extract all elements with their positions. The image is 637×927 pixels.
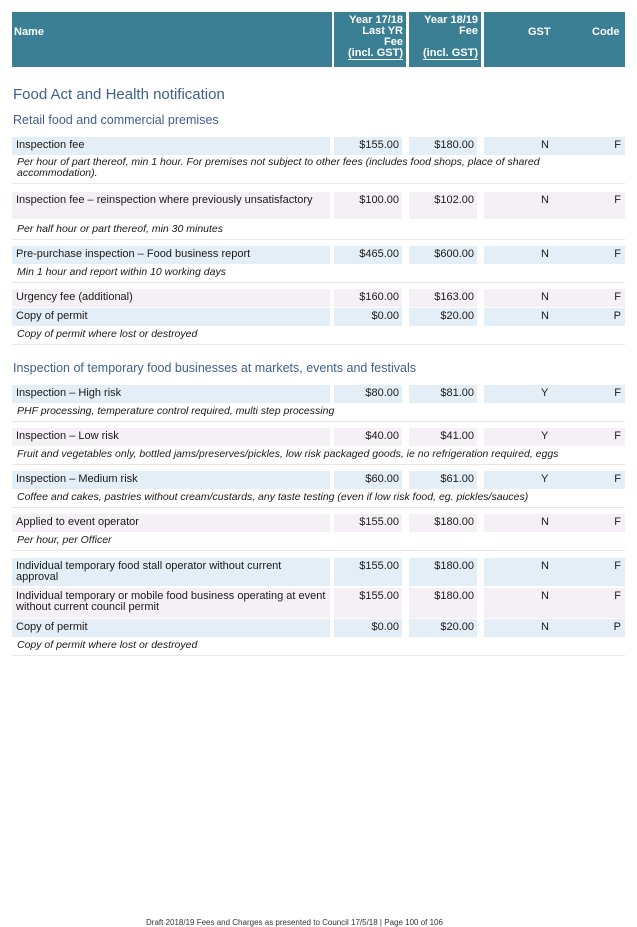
row-note: Coffee and cakes, pastries without cream/custards, any taste testing (even if low risk food, eg. pickles/sauces) — [12, 492, 625, 508]
row-fee-18-19: $163.00 — [409, 289, 477, 307]
row-fee-17-18: $465.00 — [334, 246, 402, 264]
table-row — [12, 192, 625, 219]
row-fee-17-18: $155.00 — [334, 558, 402, 586]
row-fee-18-19: $61.00 — [409, 471, 477, 489]
row-fee-17-18: $0.00 — [334, 308, 402, 326]
row-gst: N — [541, 590, 549, 602]
row-fee-18-19: $41.00 — [409, 428, 477, 446]
table-row — [12, 588, 625, 618]
row-fee-17-18: $100.00 — [334, 192, 402, 219]
row-note: Per hour, per Officer — [12, 535, 625, 551]
row-code: F — [614, 387, 621, 399]
row-fee-17-18: $155.00 — [334, 137, 402, 155]
row-name: Inspection fee – reinspection where previously unsatisfactory — [12, 192, 330, 219]
row-code: F — [614, 291, 621, 303]
row-name: Individual temporary food stall operator without current approval — [12, 558, 330, 586]
row-gst: N — [541, 560, 549, 572]
row-fee-17-18: $80.00 — [334, 385, 402, 403]
row-gst: Y — [541, 387, 549, 399]
header-gst-code — [484, 12, 625, 67]
row-fee-17-18: $40.00 — [334, 428, 402, 446]
header-name: Name — [12, 12, 332, 67]
table-row — [12, 289, 625, 307]
row-code: F — [614, 194, 621, 206]
row-note: Copy of permit where lost or destroyed — [12, 640, 625, 656]
row-code: F — [614, 430, 621, 442]
row-fee-17-18: $155.00 — [334, 514, 402, 532]
row-gst: N — [541, 248, 549, 260]
row-gst: N — [541, 291, 549, 303]
row-fee-17-18: $155.00 — [334, 588, 402, 618]
row-code: F — [614, 473, 621, 485]
row-name: Copy of permit — [12, 619, 330, 637]
row-name: Pre-purchase inspection – Food business report — [12, 246, 330, 264]
row-code: F — [614, 139, 621, 151]
table-row — [12, 308, 625, 326]
row-fee-17-18: $0.00 — [334, 619, 402, 637]
table-row — [12, 619, 625, 637]
row-code: F — [614, 516, 621, 528]
row-name: Inspection fee — [12, 137, 330, 155]
page-footer: Draft 2018/19 Fees and Charges as presented to Council 17/5/18 | Page 100 of 106 — [146, 918, 443, 927]
row-name: Inspection – High risk — [12, 385, 330, 403]
row-note: PHF processing, temperature control required, multi step processing — [12, 406, 625, 422]
row-gst: N — [541, 310, 549, 322]
row-fee-17-18: $60.00 — [334, 471, 402, 489]
row-note: Per half hour or part thereof, min 30 minutes — [12, 224, 625, 240]
header-fee-18-19-gst: (incl. GST) — [423, 47, 478, 59]
header-fee-17-18-gst: (incl. GST) — [348, 47, 403, 59]
header-fee-18-19-year: Year 18/19 — [424, 14, 478, 26]
row-code: F — [614, 590, 621, 602]
row-code: P — [613, 310, 621, 322]
row-fee-17-18: $160.00 — [334, 289, 402, 307]
row-name: Inspection – Low risk — [12, 428, 330, 446]
table-row — [12, 428, 625, 446]
row-fee-18-19: $600.00 — [409, 246, 477, 264]
row-fee-18-19: $180.00 — [409, 514, 477, 532]
subsection-temporary: Inspection of temporary food businesses at markets, events and festivals — [13, 361, 416, 375]
row-fee-18-19: $180.00 — [409, 137, 477, 155]
table-row — [12, 385, 625, 403]
header-code: Code — [592, 26, 620, 38]
table-row — [12, 471, 625, 489]
row-name: Inspection – Medium risk — [12, 471, 330, 489]
row-fee-18-19: $20.00 — [409, 308, 477, 326]
row-note: Min 1 hour and report within 10 working days — [12, 267, 625, 283]
row-name: Applied to event operator — [12, 514, 330, 532]
header-fee-18-19 — [409, 12, 481, 67]
row-fee-18-19: $81.00 — [409, 385, 477, 403]
row-name: Individual temporary or mobile food business operating at event without current council permit — [12, 588, 330, 618]
table-row — [12, 514, 625, 532]
section-title: Food Act and Health notification — [13, 86, 225, 103]
header-fee-17-18-year: Year 17/18 — [349, 14, 403, 26]
header-fee-17-18-last: Last YR — [362, 25, 403, 37]
table-row — [12, 246, 625, 264]
row-fee-18-19: $102.00 — [409, 192, 477, 219]
header-fee-18-19-fee: Fee — [459, 25, 478, 37]
row-gst: N — [541, 621, 549, 633]
row-fee-18-19: $180.00 — [409, 558, 477, 586]
header-gst: GST — [528, 26, 551, 38]
row-gst: Y — [541, 473, 549, 485]
row-gst: N — [541, 516, 549, 528]
row-name: Copy of permit — [12, 308, 330, 326]
table-header — [12, 12, 625, 67]
row-code: F — [614, 248, 621, 260]
row-name: Urgency fee (additional) — [12, 289, 330, 307]
table-row — [12, 137, 625, 155]
row-gst: N — [541, 194, 549, 206]
header-fee-17-18-fee: Fee — [384, 36, 403, 48]
row-note: Per hour of part thereof, min 1 hour. For premises not subject to other fees (includes food shops, place of shared accommodation). — [12, 157, 625, 184]
row-note: Fruit and vegetables only, bottled jams/preserves/pickles, low risk packaged goods, ie no refrigeration required, eggs — [12, 449, 625, 465]
row-code: P — [613, 621, 621, 633]
row-fee-18-19: $180.00 — [409, 588, 477, 618]
row-note: Copy of permit where lost or destroyed — [12, 329, 625, 345]
subsection-retail: Retail food and commercial premises — [13, 113, 219, 127]
row-fee-18-19: $20.00 — [409, 619, 477, 637]
table-row — [12, 558, 625, 586]
row-code: F — [614, 560, 621, 572]
row-gst: Y — [541, 430, 549, 442]
header-fee-17-18 — [334, 12, 406, 67]
row-gst: N — [541, 139, 549, 151]
